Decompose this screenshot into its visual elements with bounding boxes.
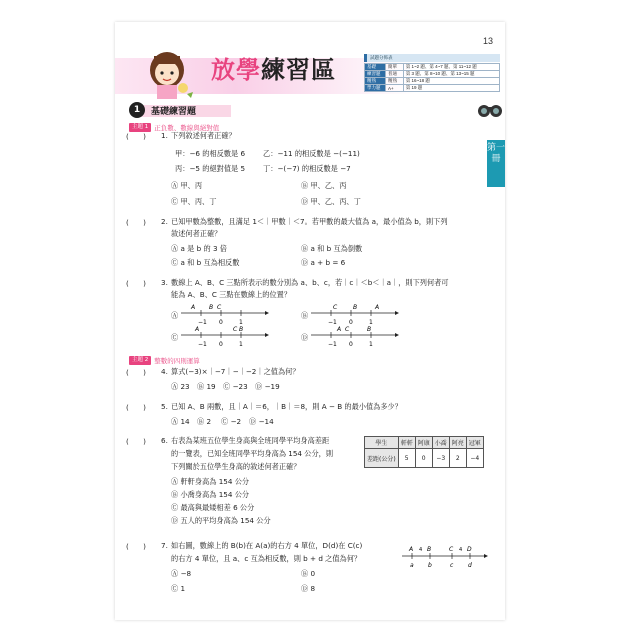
q7-text: 如右圖，數線上的 B(b)在 A(a)的右方 4 單位，D(d)在 C(c) xyxy=(171,541,363,550)
distance-label: 4 xyxy=(419,547,423,553)
topic-2-header xyxy=(129,355,200,365)
tick-label: −1 xyxy=(198,341,207,348)
table-cell: −4 xyxy=(466,449,483,468)
legend-cell: 精熟 xyxy=(365,78,386,85)
legend-cell: 簡單 xyxy=(386,64,404,71)
q4-option-b[interactable]: Ⓑ 19 xyxy=(197,382,216,391)
q6-option-b[interactable]: Ⓑ 小喬身高為 154 公分 xyxy=(171,490,250,499)
table-cell: 0 xyxy=(415,449,432,468)
point-label: B xyxy=(367,326,372,333)
table-header: 軒軒 xyxy=(398,437,415,449)
table-header: 阿康 xyxy=(415,437,432,449)
q5-option-c[interactable]: Ⓒ −2 xyxy=(221,417,242,426)
legend-row xyxy=(365,85,500,92)
axis-arrow xyxy=(395,333,399,337)
q3-option-d[interactable]: Ⓓ xyxy=(301,333,309,342)
point-label: B xyxy=(427,546,432,553)
legend-cell: 普通 xyxy=(386,71,404,78)
q5-number: 5. xyxy=(161,402,168,411)
q3-option-b[interactable]: Ⓑ xyxy=(301,311,309,320)
q4-option-c[interactable]: Ⓒ −23 xyxy=(223,382,248,391)
point-label: A xyxy=(409,546,414,553)
answer-paren: ( ) xyxy=(126,437,146,446)
q1-option-a[interactable]: Ⓐ 甲、丙 xyxy=(171,181,203,190)
q1-option-d[interactable]: Ⓓ 甲、乙、丙、丁 xyxy=(301,197,361,206)
legend-cell: 第 3 題、第 8~10 題、第 13~15 題 xyxy=(403,71,499,78)
table-cell: 5 xyxy=(398,449,415,468)
distance-label: 4 xyxy=(459,547,463,553)
axis-arrow xyxy=(265,333,269,337)
q5-option-d[interactable]: Ⓓ −14 xyxy=(249,417,274,426)
point-label: C xyxy=(345,326,350,333)
legend-cell: 第 1~2 題、第 4~7 題、第 11~12 題 xyxy=(403,64,499,71)
workbook-page xyxy=(115,22,505,620)
q7-option-d[interactable]: Ⓓ 8 xyxy=(301,584,316,593)
tick-label: 0 xyxy=(219,341,223,348)
answer-paren: ( ) xyxy=(126,403,146,412)
point-label: B xyxy=(209,304,214,311)
q6-option-a[interactable]: Ⓐ 軒軒身高為 154 公分 xyxy=(171,477,250,486)
table-cell: 2 xyxy=(449,449,466,468)
point-label: C xyxy=(233,326,238,333)
legend-cell: 練習題 xyxy=(365,71,386,78)
q1-option-b[interactable]: Ⓑ 甲、乙、丙 xyxy=(301,181,347,190)
title-part2: 練習區 xyxy=(261,56,336,84)
q1-statement: 丁：−(−7) 的相反數是 −7 xyxy=(263,164,351,173)
legend-table xyxy=(364,63,500,92)
q3-number-line-b xyxy=(309,303,399,327)
point-label: C xyxy=(333,304,338,311)
answer-paren: ( ) xyxy=(126,218,146,227)
tick-label: 1 xyxy=(369,319,373,326)
q5-option-a[interactable]: Ⓐ 14 xyxy=(171,417,190,426)
tick-label: −1 xyxy=(328,319,337,326)
value-label: b xyxy=(428,562,432,569)
answer-paren: ( ) xyxy=(126,132,146,141)
legend-cell: A+ xyxy=(386,85,404,92)
table-header: 冠軍 xyxy=(466,437,483,449)
q4-option-d[interactable]: Ⓓ −19 xyxy=(255,382,280,391)
legend-row xyxy=(365,71,500,78)
height-difference-table xyxy=(364,436,484,468)
q6-text: 的一覽表，已知全班同學平均身高為 154 公分，則 xyxy=(171,449,334,458)
point-label: B xyxy=(239,326,244,333)
topic-title: 整數的四則運算 xyxy=(154,356,200,365)
point-label: D xyxy=(467,546,472,553)
topic-title: 正負數、數線與絕對值 xyxy=(154,123,220,132)
topic-badge: 主題 2 xyxy=(129,356,151,365)
point-label: C xyxy=(217,304,222,311)
q2-text: 敘述何者正確？ xyxy=(171,229,222,238)
answer-paren: ( ) xyxy=(126,279,146,288)
tick-label: −1 xyxy=(328,341,337,348)
q2-option-d[interactable]: Ⓓ a + b = 6 xyxy=(301,258,346,267)
axis-arrow xyxy=(395,311,399,315)
question-distribution-legend xyxy=(364,54,500,92)
q1-option-c[interactable]: Ⓒ 甲、丙、丁 xyxy=(171,197,217,206)
q3-option-a[interactable]: Ⓐ xyxy=(171,311,179,320)
q1-number: 1. xyxy=(161,131,168,140)
q3-option-c[interactable]: Ⓒ xyxy=(171,333,179,342)
table-row xyxy=(365,437,484,449)
point-label: B xyxy=(353,304,358,311)
tick-label: 0 xyxy=(349,341,353,348)
legend-cell: 第 16~18 題 xyxy=(403,78,499,85)
table-row-label: 差距(公分) xyxy=(365,449,399,468)
tick-label: 0 xyxy=(219,319,223,326)
q7-number: 7. xyxy=(161,541,168,550)
page-number: 13 xyxy=(482,36,493,46)
tick-label: 0 xyxy=(349,319,353,326)
table-row xyxy=(365,449,484,468)
q3-text: 能為 A、B、C 三點在數線上的位置？ xyxy=(171,290,292,299)
q3-number: 3. xyxy=(161,278,168,287)
section-label: 基礎練習題 xyxy=(151,107,197,117)
q3-number-line-a xyxy=(179,303,269,327)
cartoon-girl-icon xyxy=(141,48,197,100)
title-part1: 放學 xyxy=(211,56,261,84)
q4-text: 算式(−3)×｜−7｜−｜−2｜之值為何？ xyxy=(171,367,300,376)
binoculars-icon xyxy=(477,102,503,118)
volume-side-tab: 第一冊 xyxy=(487,140,505,187)
tick-label: 1 xyxy=(239,319,243,326)
tick-label: 1 xyxy=(369,341,373,348)
point-label: A xyxy=(375,304,380,311)
q1-statement: 丙：−5 的絕對值是 5 xyxy=(175,164,246,173)
q2-option-a[interactable]: Ⓐ a 是 b 的 3 倍 xyxy=(171,244,227,253)
point-label: C xyxy=(449,546,454,553)
legend-row xyxy=(365,64,500,71)
axis-arrow xyxy=(484,554,488,558)
q6-text: 右表為某班五位學生身高與全班同學平均身高差距 xyxy=(171,436,330,445)
tick-label: 1 xyxy=(239,341,243,348)
q2-option-c[interactable]: Ⓒ a 和 b 互為相反數 xyxy=(171,258,240,267)
q2-option-b[interactable]: Ⓑ a 和 b 互為倒數 xyxy=(301,244,363,253)
legend-row xyxy=(365,78,500,85)
value-label: c xyxy=(450,562,454,569)
topic-badge: 主題 1 xyxy=(129,123,151,132)
q1-text: 下列敘述何者正確？ xyxy=(171,131,236,140)
q4-option-a[interactable]: Ⓐ 23 xyxy=(171,382,190,391)
q1-statement: 乙：−11 的相反數是 −(−11) xyxy=(263,149,360,158)
q5-text: 已知 A、B 兩數，且｜A｜＝6，｜B｜＝8，則 A − B 的最小值為多少？ xyxy=(171,402,402,411)
q5-option-b[interactable]: Ⓑ 2 xyxy=(197,417,212,426)
q6-option-d[interactable]: Ⓓ 五人的平均身高為 154 公分 xyxy=(171,516,271,525)
q6-text: 下列關於五位學生身高的敘述何者正確？ xyxy=(171,462,301,471)
answer-paren: ( ) xyxy=(126,368,146,377)
value-label: a xyxy=(410,562,414,569)
section-header xyxy=(129,102,369,120)
q7-number-line xyxy=(400,542,490,570)
q7-option-b[interactable]: Ⓑ 0 xyxy=(301,569,316,578)
q2-text: 已知甲數為整數，且滿足 1＜｜甲數｜＜7。若甲數的最大值為 a，最小值為 b，則下列 xyxy=(171,217,448,226)
q7-text: 的右方 4 單位，且 a、c 互為相反數，則 b + d 之值為何？ xyxy=(171,554,362,563)
q7-option-a[interactable]: Ⓐ −8 xyxy=(171,569,192,578)
tick-label: −1 xyxy=(198,319,207,326)
q4-number: 4. xyxy=(161,367,168,376)
answer-paren: ( ) xyxy=(126,542,146,551)
axis-arrow xyxy=(265,311,269,315)
q3-text: 數線上 A、B、C 三點所表示的數分別為 a、b、c，若｜c｜＜b＜｜a｜，則下列何者可 xyxy=(171,278,449,287)
q3-number-line-c xyxy=(179,325,269,349)
section-number: 1 xyxy=(129,102,145,118)
q6-number: 6. xyxy=(161,436,168,445)
q7-option-c[interactable]: Ⓒ 1 xyxy=(171,584,186,593)
table-header: 阿亮 xyxy=(449,437,466,449)
table-header: 小喬 xyxy=(432,437,449,449)
legend-cell: 基礎 xyxy=(365,64,386,71)
q6-option-c[interactable]: Ⓒ 最高與最矮相差 6 公分 xyxy=(171,503,255,512)
point-label: A xyxy=(191,304,196,311)
q3-number-line-d xyxy=(309,325,399,349)
legend-cell: 精熟 xyxy=(386,78,404,85)
q2-number: 2. xyxy=(161,217,168,226)
q1-statement: 甲：−6 的相反數是 6 xyxy=(175,149,246,158)
legend-cell: 學力題 xyxy=(365,85,386,92)
legend-header: 試題分佈表 xyxy=(364,54,500,62)
point-label: A xyxy=(195,326,200,333)
point-label: A xyxy=(337,326,342,333)
page-title xyxy=(211,50,336,85)
value-label: d xyxy=(468,562,472,569)
table-header: 學生 xyxy=(365,437,399,449)
legend-cell: 第 19 題 xyxy=(403,85,499,92)
table-cell: −3 xyxy=(432,449,449,468)
